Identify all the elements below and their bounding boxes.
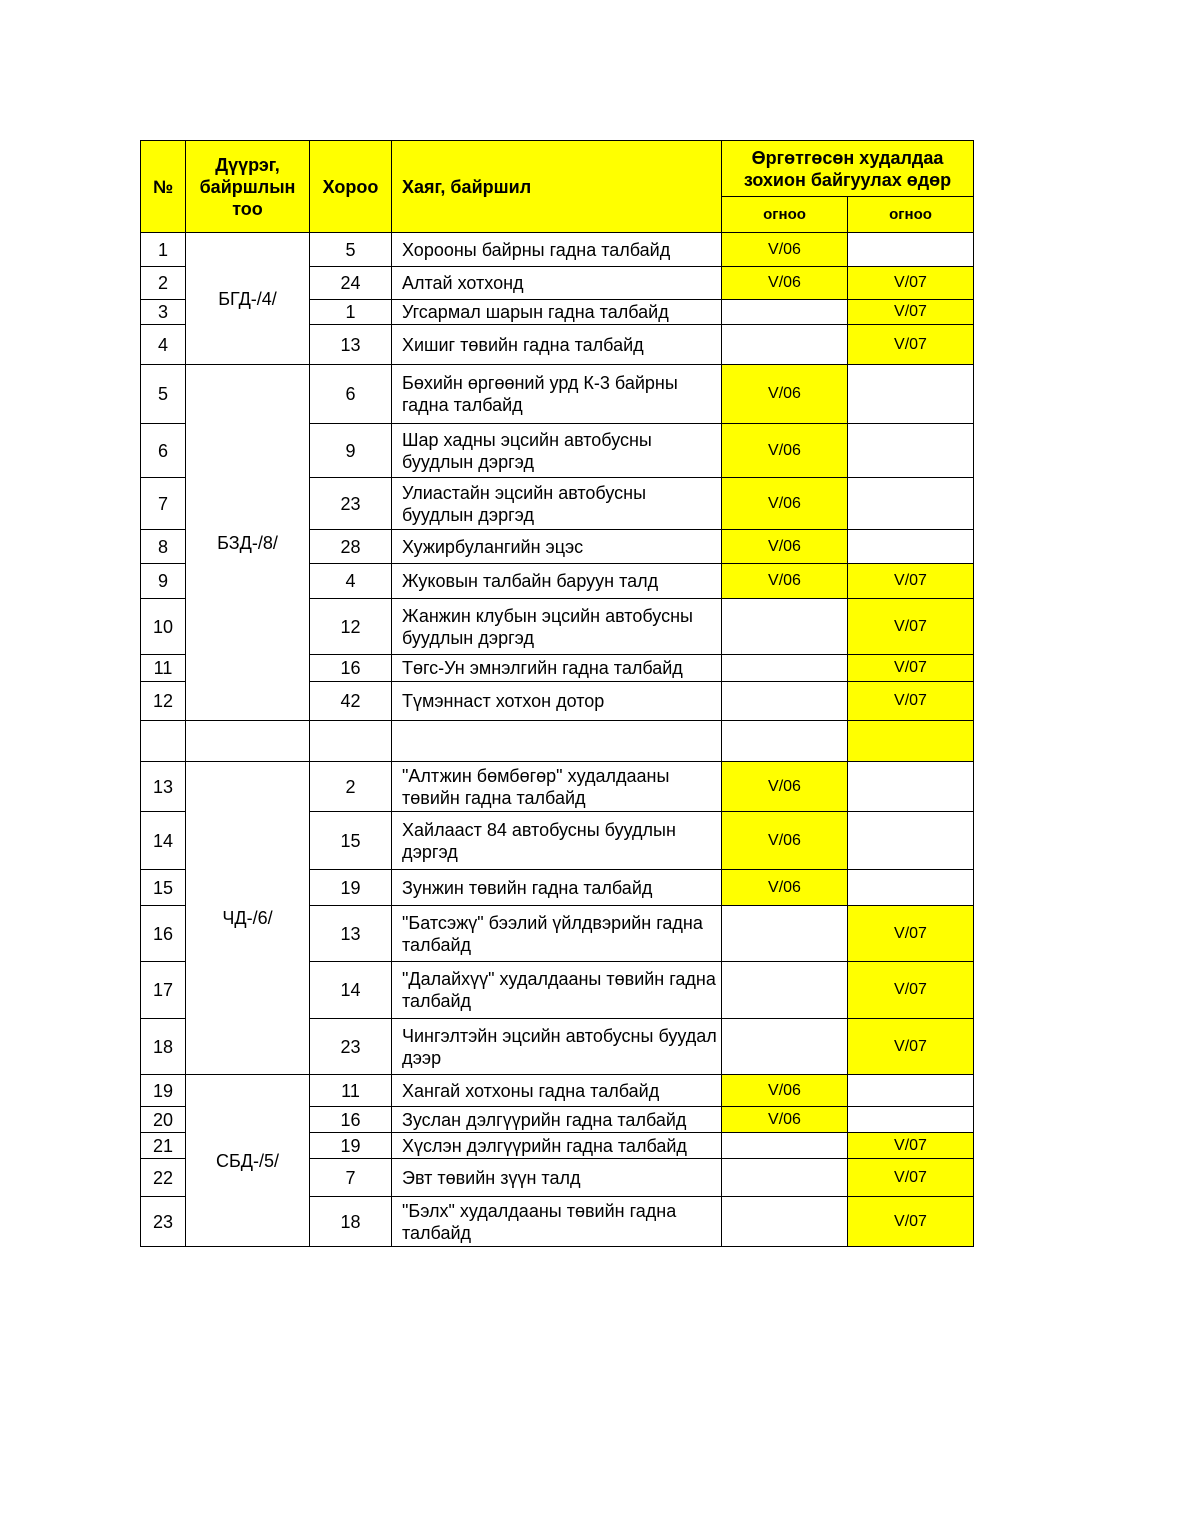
- header-district: Дүүрэг, байршлын тоо: [186, 141, 310, 233]
- address-cell: Улиастайн эцсийн автобусны буудлын дэргэд: [392, 478, 722, 530]
- district-cell: СБД-/5/: [186, 1075, 310, 1247]
- address-cell: "Алтжин бөмбөгөр" худалдааны төвийн гадна талбайд: [392, 762, 722, 812]
- date-2-cell: [848, 812, 974, 870]
- date-1-cell: V/06: [722, 267, 848, 300]
- khoroo-cell: 24: [310, 267, 392, 300]
- address-cell: Бөхийн өргөөний урд К-3 байрны гадна талбайд: [392, 365, 722, 424]
- address-cell: Түмэннаст хотхон дотор: [392, 682, 722, 721]
- table-row: [141, 721, 974, 762]
- date-2-cell: V/07: [848, 325, 974, 365]
- khoroo-cell: 6: [310, 365, 392, 424]
- district-cell: [186, 721, 310, 762]
- date-2-cell: V/07: [848, 1019, 974, 1075]
- khoroo-cell: 19: [310, 1133, 392, 1159]
- header-sale-days: Өргөтгөсөн худалдаа зохион байгуулах өдөр: [722, 141, 974, 197]
- table-row: [141, 233, 974, 267]
- table-row: [141, 1075, 974, 1107]
- khoroo-cell: 7: [310, 1159, 392, 1197]
- header-address: Хаяг, байршил: [392, 141, 722, 233]
- date-1-cell: [722, 655, 848, 682]
- date-1-cell: [722, 1197, 848, 1247]
- row-number: [141, 721, 186, 762]
- date-1-cell: [722, 1159, 848, 1197]
- khoroo-cell: 11: [310, 1075, 392, 1107]
- date-1-cell: [722, 300, 848, 325]
- row-number: 6: [141, 424, 186, 478]
- address-cell: "Батсэжү" бээлий үйлдвэрийн гадна талбайд: [392, 906, 722, 962]
- date-1-cell: V/06: [722, 478, 848, 530]
- address-cell: Хүслэн дэлгүүрийн гадна талбайд: [392, 1133, 722, 1159]
- khoroo-cell: [310, 721, 392, 762]
- date-1-cell: V/06: [722, 564, 848, 599]
- khoroo-cell: 23: [310, 1019, 392, 1075]
- date-2-cell: V/07: [848, 655, 974, 682]
- date-2-cell: V/07: [848, 1159, 974, 1197]
- date-1-cell: [722, 1133, 848, 1159]
- khoroo-cell: 28: [310, 530, 392, 564]
- address-cell: Төгс-Ун эмнэлгийн гадна талбайд: [392, 655, 722, 682]
- row-number: 3: [141, 300, 186, 325]
- date-1-cell: [722, 325, 848, 365]
- khoroo-cell: 13: [310, 325, 392, 365]
- row-number: 5: [141, 365, 186, 424]
- district-cell: БГД-/4/: [186, 233, 310, 365]
- row-number: 9: [141, 564, 186, 599]
- date-2-cell: [848, 1107, 974, 1133]
- address-cell: "Далайхүү" худалдааны төвийн гадна талбайд: [392, 962, 722, 1019]
- date-1-cell: V/06: [722, 762, 848, 812]
- table-header: [141, 141, 974, 233]
- address-cell: "Бэлх" худалдааны төвийн гадна талбайд: [392, 1197, 722, 1247]
- table-body: [141, 233, 974, 1247]
- district-cell: ЧД-/6/: [186, 762, 310, 1075]
- date-1-cell: [722, 962, 848, 1019]
- row-number: 13: [141, 762, 186, 812]
- date-1-cell: [722, 682, 848, 721]
- date-1-cell: V/06: [722, 530, 848, 564]
- row-number: 16: [141, 906, 186, 962]
- address-cell: Хорооны байрны гадна талбайд: [392, 233, 722, 267]
- address-cell: Зуслан дэлгүүрийн гадна талбайд: [392, 1107, 722, 1133]
- date-2-cell: [848, 762, 974, 812]
- header-khoroo: Хороо: [310, 141, 392, 233]
- date-1-cell: [722, 721, 848, 762]
- khoroo-cell: 23: [310, 478, 392, 530]
- khoroo-cell: 14: [310, 962, 392, 1019]
- khoroo-cell: 1: [310, 300, 392, 325]
- address-cell: Алтай хотхонд: [392, 267, 722, 300]
- row-number: 2: [141, 267, 186, 300]
- address-cell: Шар хадны эцсийн автобусны буудлын дэргэд: [392, 424, 722, 478]
- khoroo-cell: 4: [310, 564, 392, 599]
- khoroo-cell: 19: [310, 870, 392, 906]
- row-number: 8: [141, 530, 186, 564]
- address-cell: Хишиг төвийн гадна талбайд: [392, 325, 722, 365]
- khoroo-cell: 5: [310, 233, 392, 267]
- address-cell: Угсармал шарын гадна талбайд: [392, 300, 722, 325]
- date-1-cell: V/06: [722, 233, 848, 267]
- header-date-2: огноо: [848, 197, 974, 233]
- date-1-cell: V/06: [722, 365, 848, 424]
- date-2-cell: V/07: [848, 906, 974, 962]
- row-number: 14: [141, 812, 186, 870]
- date-2-cell: V/07: [848, 1197, 974, 1247]
- date-1-cell: V/06: [722, 812, 848, 870]
- date-1-cell: [722, 1019, 848, 1075]
- table-row: [141, 365, 974, 424]
- khoroo-cell: 15: [310, 812, 392, 870]
- sales-schedule-table: [140, 140, 974, 1247]
- row-number: 19: [141, 1075, 186, 1107]
- row-number: 10: [141, 599, 186, 655]
- khoroo-cell: 16: [310, 1107, 392, 1133]
- khoroo-cell: 18: [310, 1197, 392, 1247]
- row-number: 21: [141, 1133, 186, 1159]
- address-cell: Зунжин төвийн гадна талбайд: [392, 870, 722, 906]
- address-cell: Жуковын талбайн баруун талд: [392, 564, 722, 599]
- row-number: 15: [141, 870, 186, 906]
- date-2-cell: V/07: [848, 564, 974, 599]
- address-cell: Чингэлтэйн эцсийн автобусны буудал дээр: [392, 1019, 722, 1075]
- row-number: 20: [141, 1107, 186, 1133]
- date-1-cell: V/06: [722, 1107, 848, 1133]
- date-2-cell: [848, 233, 974, 267]
- date-1-cell: [722, 599, 848, 655]
- row-number: 12: [141, 682, 186, 721]
- row-number: 11: [141, 655, 186, 682]
- address-cell: Хангай хотхоны гадна талбайд: [392, 1075, 722, 1107]
- address-cell: [392, 721, 722, 762]
- header-no: №: [141, 141, 186, 233]
- date-2-cell: [848, 1075, 974, 1107]
- address-cell: Хужирбулангийн эцэс: [392, 530, 722, 564]
- address-cell: Эвт төвийн зүүн талд: [392, 1159, 722, 1197]
- row-number: 4: [141, 325, 186, 365]
- khoroo-cell: 13: [310, 906, 392, 962]
- row-number: 22: [141, 1159, 186, 1197]
- khoroo-cell: 16: [310, 655, 392, 682]
- khoroo-cell: 9: [310, 424, 392, 478]
- date-2-cell: [848, 478, 974, 530]
- khoroo-cell: 2: [310, 762, 392, 812]
- date-2-cell: [848, 365, 974, 424]
- date-2-cell: V/07: [848, 1133, 974, 1159]
- khoroo-cell: 42: [310, 682, 392, 721]
- address-cell: Жанжин клубын эцсийн автобусны буудлын дэргэд: [392, 599, 722, 655]
- district-cell: БЗД-/8/: [186, 365, 310, 721]
- khoroo-cell: 12: [310, 599, 392, 655]
- date-1-cell: V/06: [722, 1075, 848, 1107]
- date-2-cell: [848, 721, 974, 762]
- date-2-cell: V/07: [848, 682, 974, 721]
- row-number: 1: [141, 233, 186, 267]
- date-1-cell: [722, 906, 848, 962]
- date-2-cell: V/07: [848, 300, 974, 325]
- header-date-1: огноо: [722, 197, 848, 233]
- row-number: 23: [141, 1197, 186, 1247]
- row-number: 7: [141, 478, 186, 530]
- date-2-cell: V/07: [848, 267, 974, 300]
- address-cell: Хайлааст 84 автобусны буудлын дэргэд: [392, 812, 722, 870]
- date-2-cell: [848, 530, 974, 564]
- date-2-cell: [848, 424, 974, 478]
- date-1-cell: V/06: [722, 424, 848, 478]
- row-number: 18: [141, 1019, 186, 1075]
- date-1-cell: V/06: [722, 870, 848, 906]
- date-2-cell: V/07: [848, 962, 974, 1019]
- date-2-cell: [848, 870, 974, 906]
- table-row: [141, 762, 974, 812]
- date-2-cell: V/07: [848, 599, 974, 655]
- row-number: 17: [141, 962, 186, 1019]
